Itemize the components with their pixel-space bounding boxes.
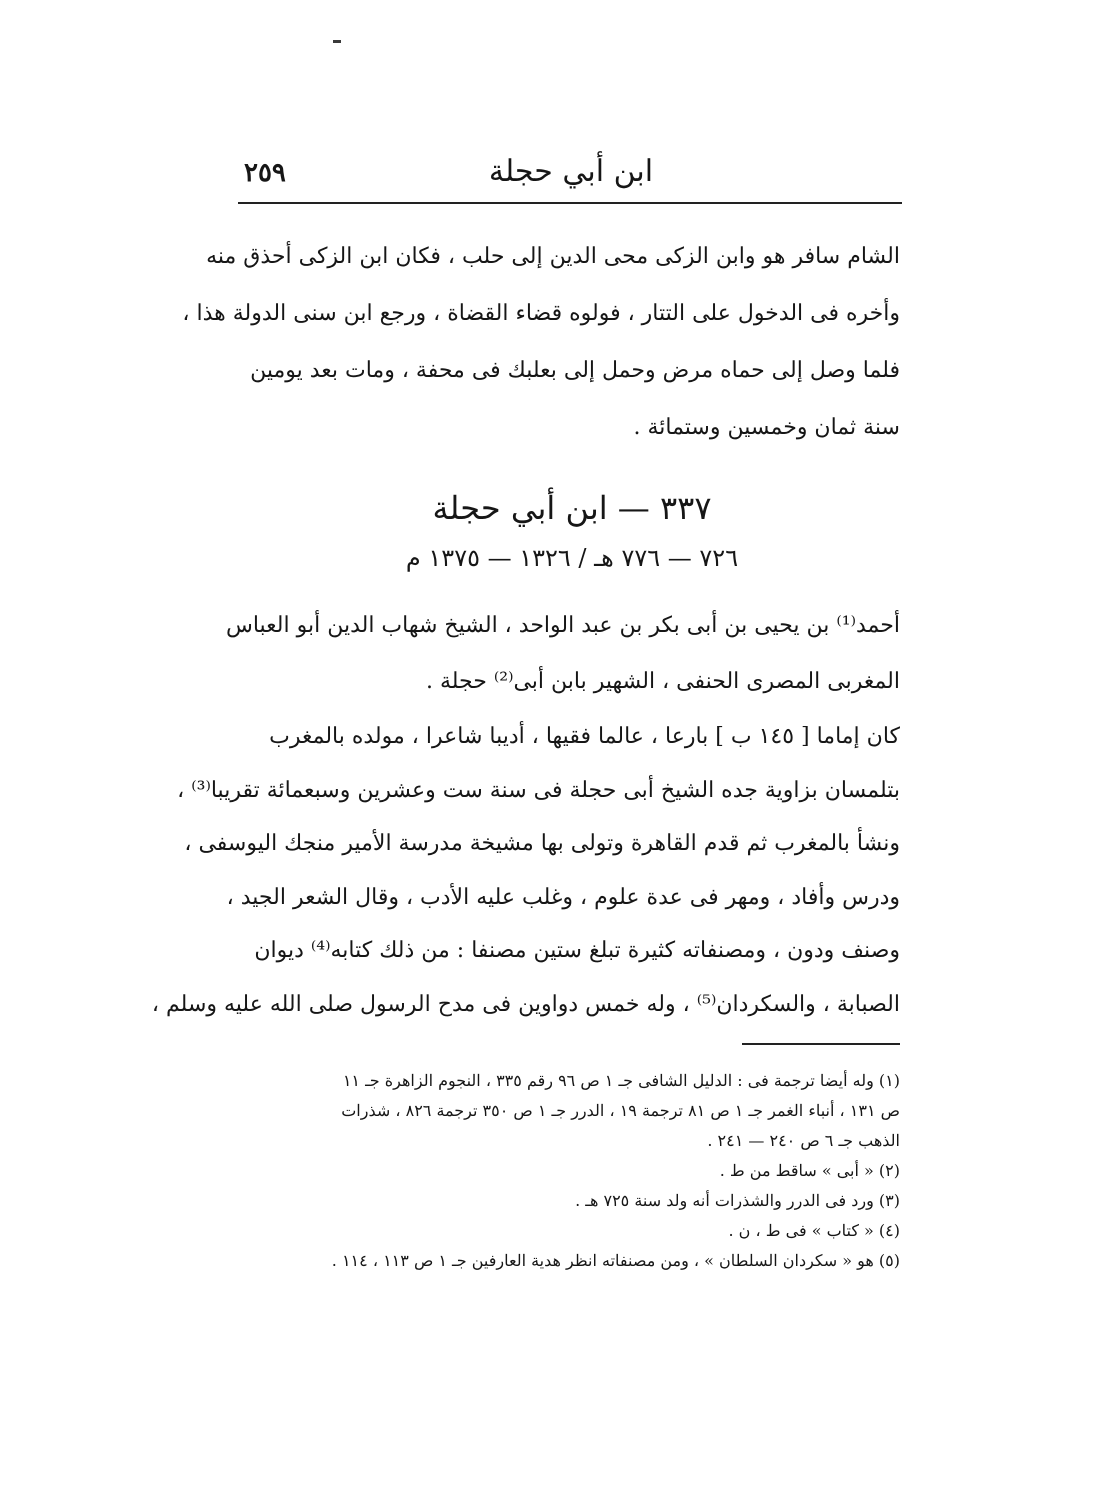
text-line: سنة ثمان وخمسين وستمائة . xyxy=(633,415,900,440)
text-line: أحمد⁽¹⁾ بن يحيى بن أبى بكر بن عبد الواحد ، الشيخ شهاب الدين أبو العباس xyxy=(225,613,900,638)
biography-name-paragraph xyxy=(225,598,900,710)
text-line: ونشأ بالمغرب ثم قدم القاهرة وتولى بها مشيخة مدرسة الأمير منجك اليوسفى ، xyxy=(184,831,900,856)
footnote-line: ص ١٣١ ، أنباء الغمر جـ ١ ص ٨١ ترجمة ١٩ ، الدرر جـ ١ ص ٣٥٠ ترجمة ٨٢٦ ، شذرات xyxy=(341,1101,900,1120)
text-line: ودرس وأفاد ، ومهر فى عدة علوم ، وغلب عليه الأدب ، وقال الشعر الجيد ، xyxy=(226,884,900,910)
entry-title: ٣٣٧ — ابن أبي حجلة xyxy=(432,489,712,527)
text-line: الشام سافر هو وابن الزكى محى الدين إلى حلب ، فكان ابن الزكى أحذق منه xyxy=(206,244,900,269)
footnote-separator xyxy=(742,1043,900,1045)
continued-paragraph xyxy=(182,228,900,456)
text-line: بتلمسان بزاوية جده الشيخ أبى حجلة فى سنة ست وعشرين وسبعمائة تقريبا⁽³⁾ ، xyxy=(177,777,900,803)
footnote-line: (٤) « كتاب » فى ط ، ن . xyxy=(728,1221,900,1240)
scan-speck xyxy=(333,40,341,43)
page-number: ٢٥٩ xyxy=(244,158,286,188)
text-line: وأخره فى الدخول على التتار ، فولوه قضاء القضاة ، ورجع ابن سنى الدولة هذا ، xyxy=(182,301,900,326)
footnote-line: الذهب جـ ٦ ص ٢٤٠ — ٢٤١ . xyxy=(707,1131,900,1150)
text-line: الصبابة ، والسكردان⁽⁵⁾ ، وله خمس دواوين فى مدح الرسول صلى الله عليه وسلم ، xyxy=(151,991,900,1017)
footnotes xyxy=(244,1066,900,1276)
header-rule xyxy=(238,202,902,204)
text-line: فلما وصل إلى حماه مرض وحمل إلى بعلبك فى محفة ، ومات بعد يومين xyxy=(250,358,900,383)
footnote-line: (٣) ورد فى الدرر والشذرات أنه ولد سنة ٧٢٥ هـ . xyxy=(575,1191,900,1210)
running-title: ابن أبي حجلة xyxy=(488,154,654,189)
text-line: المغربى المصرى الحنفى ، الشهير بابن أبى⁽²⁾ حجلة . xyxy=(425,669,900,694)
text-line: كان إماما [ ١٤٥ ب ] بارعا ، عالما فقيها ، أديبا شاعرا ، مولده بالمغرب xyxy=(269,724,900,749)
text-line: وصنف ودون ، ومصنفاته كثيرة تبلغ ستين مصنفا : من ذلك كتابه⁽⁴⁾ ديوان xyxy=(254,938,900,963)
entry-dates: ٧٢٦ — ٧٧٦ هـ / ١٣٢٦ — ١٣٧٥ م xyxy=(405,544,739,572)
footnote-line: (٥) هو « سكردان السلطان » ، ومن مصنفاته انظر هدية العارفين جـ ١ ص ١١٣ ، ١١٤ . xyxy=(331,1251,900,1270)
footnote-line: (٢) « أبى » ساقط من ط . xyxy=(719,1161,900,1180)
biography-body-paragraph xyxy=(151,710,900,1031)
footnote-line: (١) وله أيضا ترجمة فى : الدليل الشافى جـ ١ ص ٩٦ رقم ٣٣٥ ، النجوم الزاهرة جـ ١١ xyxy=(342,1071,900,1090)
page-header xyxy=(240,150,902,196)
